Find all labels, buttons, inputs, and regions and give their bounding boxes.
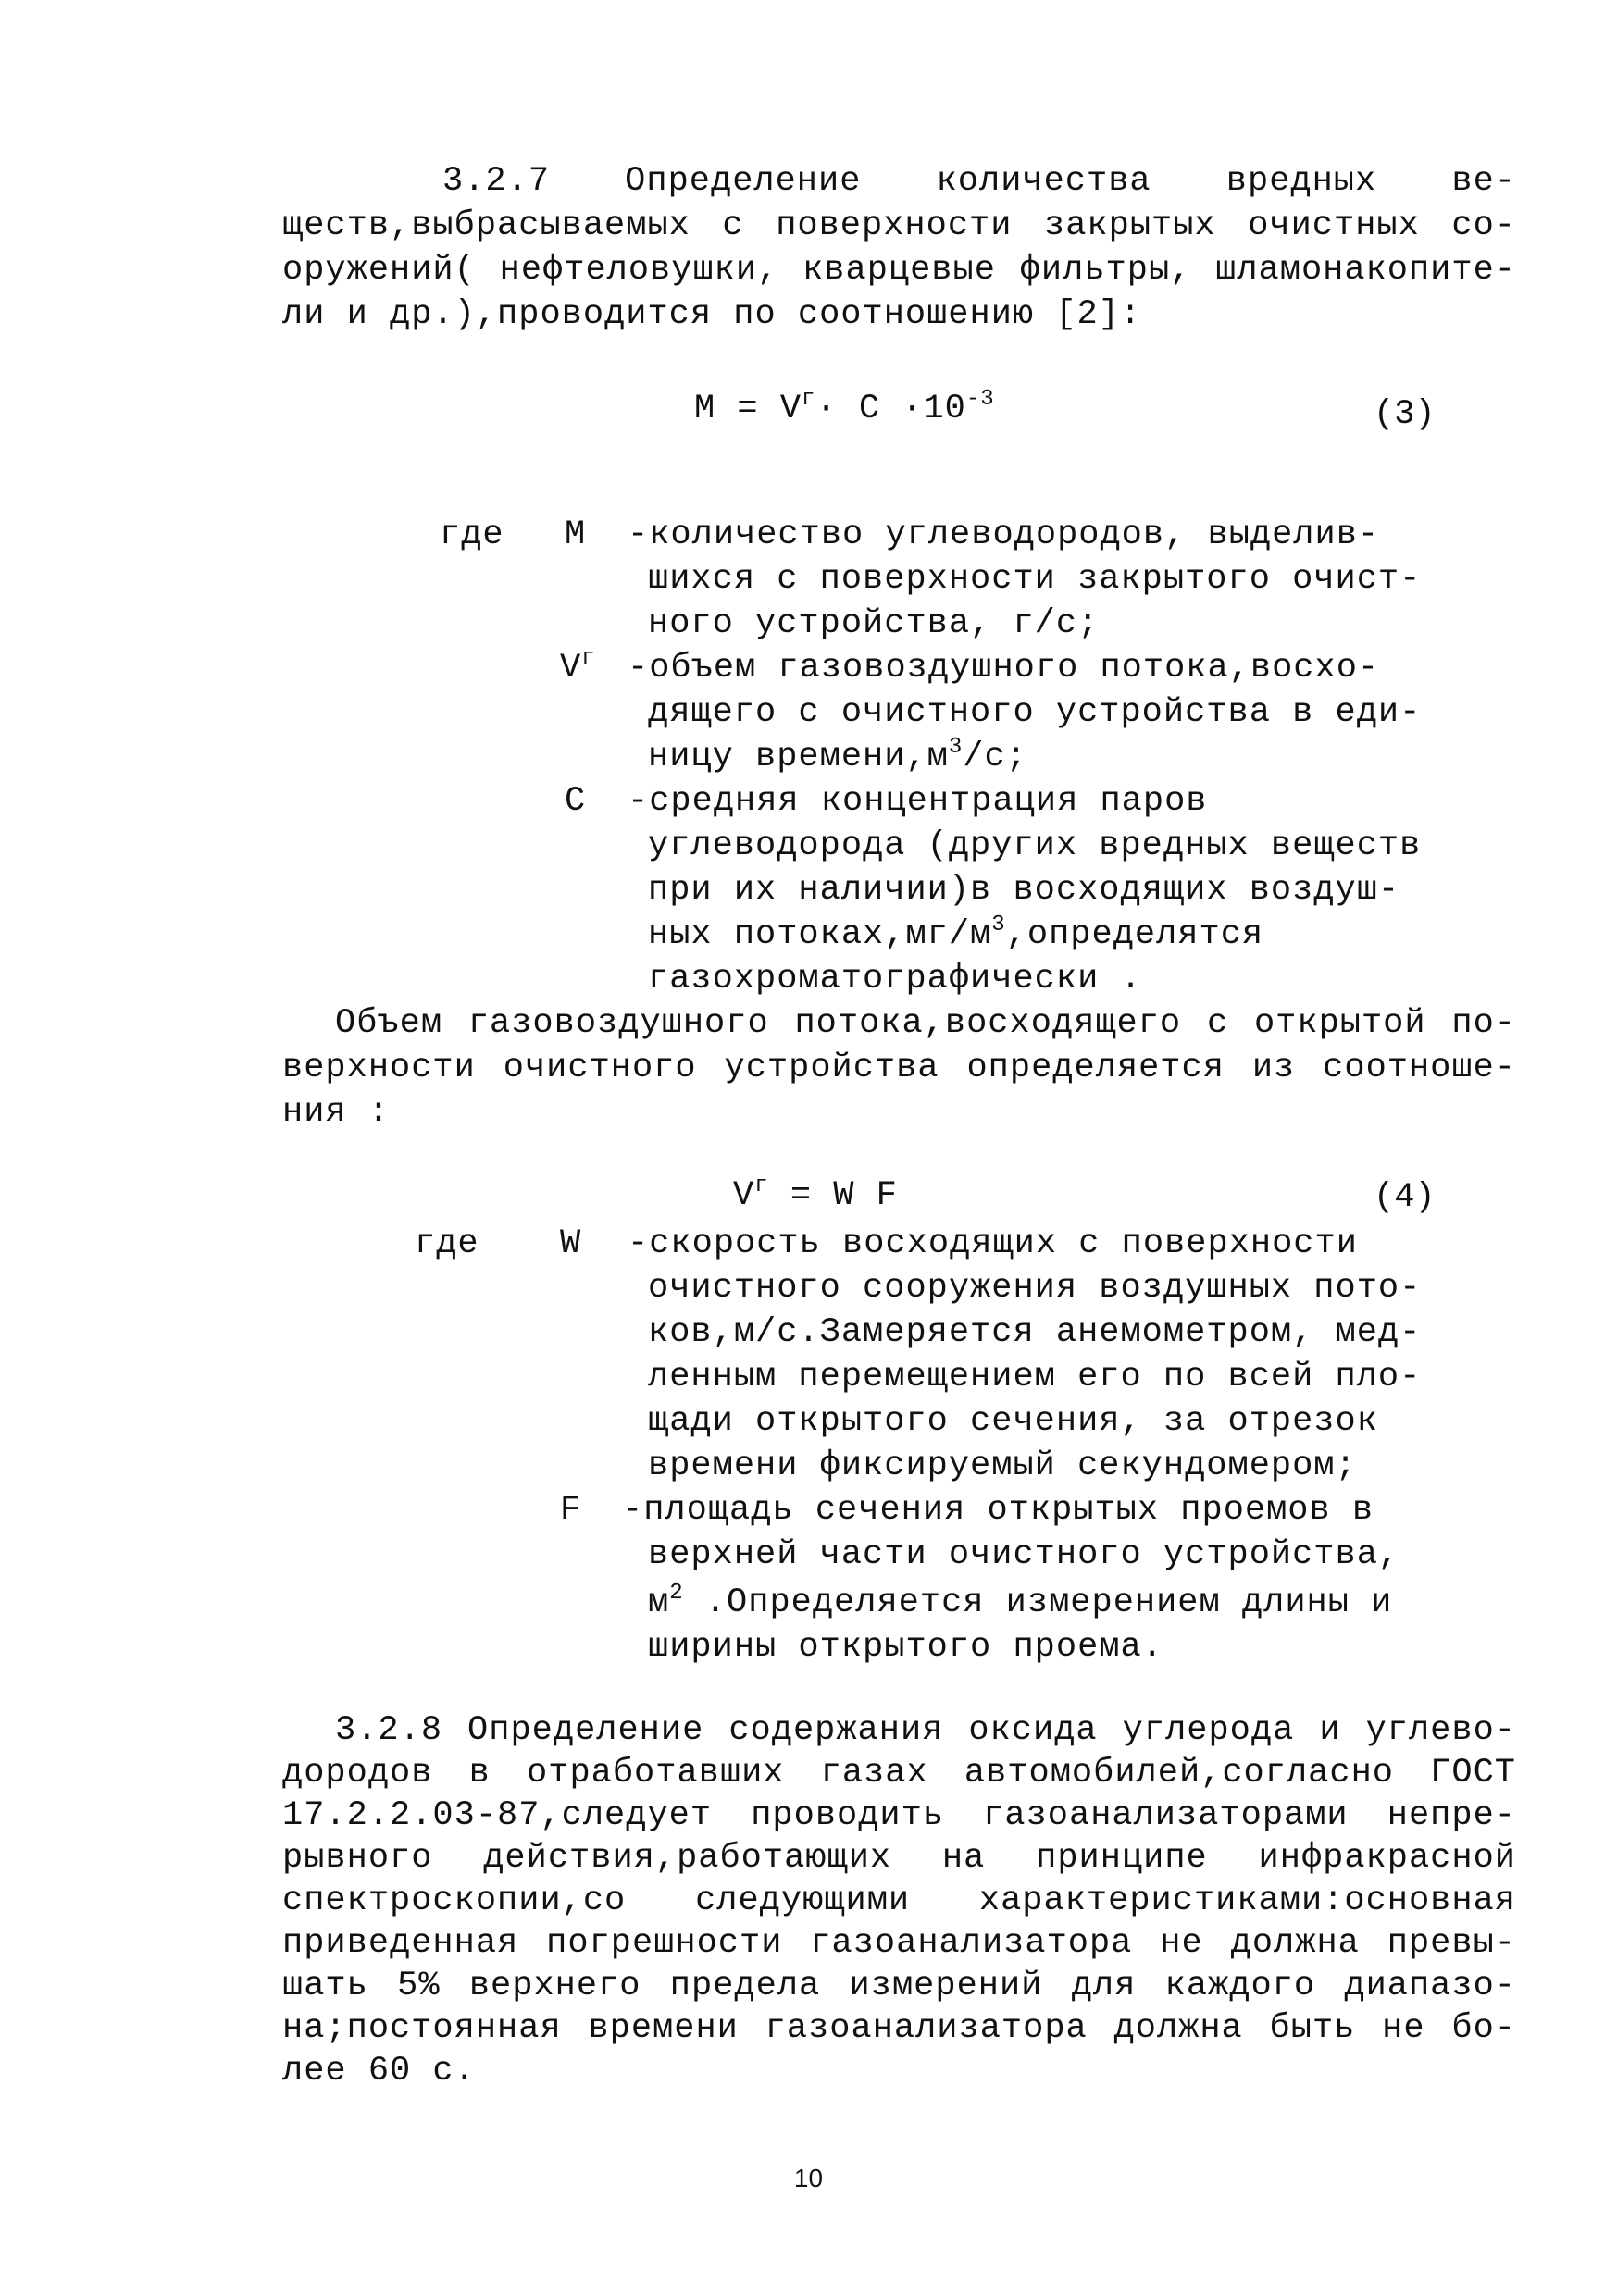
- formula-3-mid: · С ·10: [815, 390, 966, 428]
- where-4-f-line-3-text: м: [648, 1583, 670, 1622]
- section-328-line-3: 17.2.2.03-87,следует проводить газоанализаторами непре-: [282, 1796, 1516, 1835]
- formula-4-number: (4): [1374, 1178, 1436, 1217]
- where-3-symbol-c: С: [565, 782, 587, 821]
- section-327-line-1: 3.2.7 Определение количества вредных ве-: [442, 162, 1516, 201]
- where-3-c-line-4: [648, 912, 1263, 957]
- formula-3-lhs: М = V: [694, 390, 802, 428]
- where-3-v-line-1: -объем газовоздушного потока,восхо-: [628, 649, 1380, 688]
- section-328-line-5: спектроскопии,со следующими характеристиками:основная: [282, 1881, 1516, 1920]
- where-3-label: где: [440, 515, 504, 554]
- formula-4-sup: г: [754, 1173, 769, 1198]
- where-3-v-unit-tail: /с;: [963, 738, 1027, 776]
- where-4-w-line-5: щади открытого сечения, за отрезок: [648, 1402, 1378, 1441]
- where-4-w-line-1: -скорость восходящих с поверхности: [628, 1224, 1358, 1263]
- where-4-symbol-f: F: [560, 1491, 582, 1530]
- formula-4-rest: = W F: [768, 1176, 898, 1215]
- where-4-f-line-1: -площадь сечения открытых проемов в: [622, 1491, 1374, 1530]
- section-328-line-8: на;постоянная времени газоанализатора должна быть не бо-: [282, 2009, 1516, 2048]
- where-4-f-line-4: ширины открытого проема.: [648, 1628, 1163, 1667]
- where-4-f-unit-sup: 2: [669, 1581, 684, 1606]
- where-3-c-line-5: газохроматографически .: [648, 960, 1142, 999]
- where-3-c-line-1: -средняя концентрация паров: [628, 782, 1208, 821]
- formula-4-v: V: [733, 1176, 755, 1215]
- where-3-m-line-2: шихся с поверхности закрытого очист-: [648, 560, 1422, 599]
- section-327-line-3: оружений( нефтеловушки, кварцевые фильтры, шламонакопите-: [282, 251, 1516, 290]
- section-328-line-6: приведенная погрешности газоанализатора не должна превы-: [282, 1924, 1516, 1963]
- formula-3: [694, 387, 995, 431]
- where-3-c-line-2: углеводорода (других вредных веществ: [648, 826, 1422, 865]
- where-3-symbol-m: М: [565, 515, 587, 554]
- where-4-f-unit-tail: .Определяется измерением длины и: [683, 1583, 1393, 1622]
- where-3-m-line-3: ного устройства, г/с;: [648, 604, 1100, 643]
- where-4-w-line-2: очистного сооружения воздушных пото-: [648, 1269, 1422, 1308]
- section-328-line-2: дородов в отработавших газах автомобилей,согласно ГОСТ: [282, 1754, 1516, 1793]
- where-4-w-line-3: ков,м/с.Замеряется анемометром, мед-: [648, 1313, 1422, 1352]
- where-3-symbol-v: [560, 646, 596, 690]
- where-3-v-symbol-text: V: [560, 649, 582, 688]
- where-4-label: где: [415, 1224, 479, 1263]
- where-4-f-line-3: [648, 1581, 1392, 1625]
- where-3-c-line-4-text: ных потоках,мг/м: [648, 915, 992, 954]
- where-4-w-line-6: времени фиксируемый секундомером;: [648, 1446, 1357, 1485]
- where-3-c-line-3: при их наличии)в восходящих воздуш-: [648, 871, 1400, 910]
- section-327-line-2: ществ,выбрасываемых с поверхности закрытых очистных со-: [282, 206, 1516, 245]
- formula-3-sup: г: [802, 387, 816, 412]
- where-3-v-unit-sup: 3: [948, 735, 964, 760]
- where-4-symbol-w: W: [560, 1224, 582, 1263]
- volume-para-line-2: верхности очистного устройства определяется из соотноше-: [282, 1049, 1516, 1087]
- where-3-c-unit-tail: ,определятся: [1005, 915, 1264, 954]
- formula-3-number: (3): [1374, 395, 1436, 434]
- where-4-w-line-4: ленным перемещением его по всей пло-: [648, 1358, 1422, 1396]
- section-328-line-9: лее 60 с.: [282, 2052, 476, 2091]
- page-number: 10: [793, 2164, 824, 2192]
- where-3-c-unit-sup: 3: [991, 912, 1006, 937]
- section-328-line-4: рывного действия,работающих на принципе инфракрасной: [282, 1839, 1516, 1878]
- formula-4: [733, 1173, 898, 1218]
- formula-3-exp: -3: [965, 387, 995, 412]
- volume-para-line-3: ния :: [282, 1093, 391, 1132]
- where-3-v-line-3: [648, 735, 1027, 779]
- section-328-line-1: 3.2.8 Определение содержания оксида углерода и углево-: [335, 1711, 1516, 1750]
- where-3-v-line-3-text: ницу времени,м: [648, 738, 949, 776]
- where-3-v-symbol-sup: г: [581, 646, 596, 671]
- section-328-line-7: шать 5% верхнего предела измерений для каждого диапазо-: [282, 1967, 1516, 2005]
- section-327-line-4: ли и др.),проводится по соотношению [2]:: [282, 295, 1142, 334]
- where-3-v-line-2: дящего с очистного устройства в еди-: [648, 693, 1422, 732]
- where-4-f-line-2: верхней части очистного устройства,: [648, 1535, 1400, 1574]
- volume-para-line-1: Объем газовоздушного потока,восходящего с открытой по-: [335, 1004, 1516, 1043]
- where-3-m-line-1: -количество углеводородов, выделив-: [628, 515, 1380, 554]
